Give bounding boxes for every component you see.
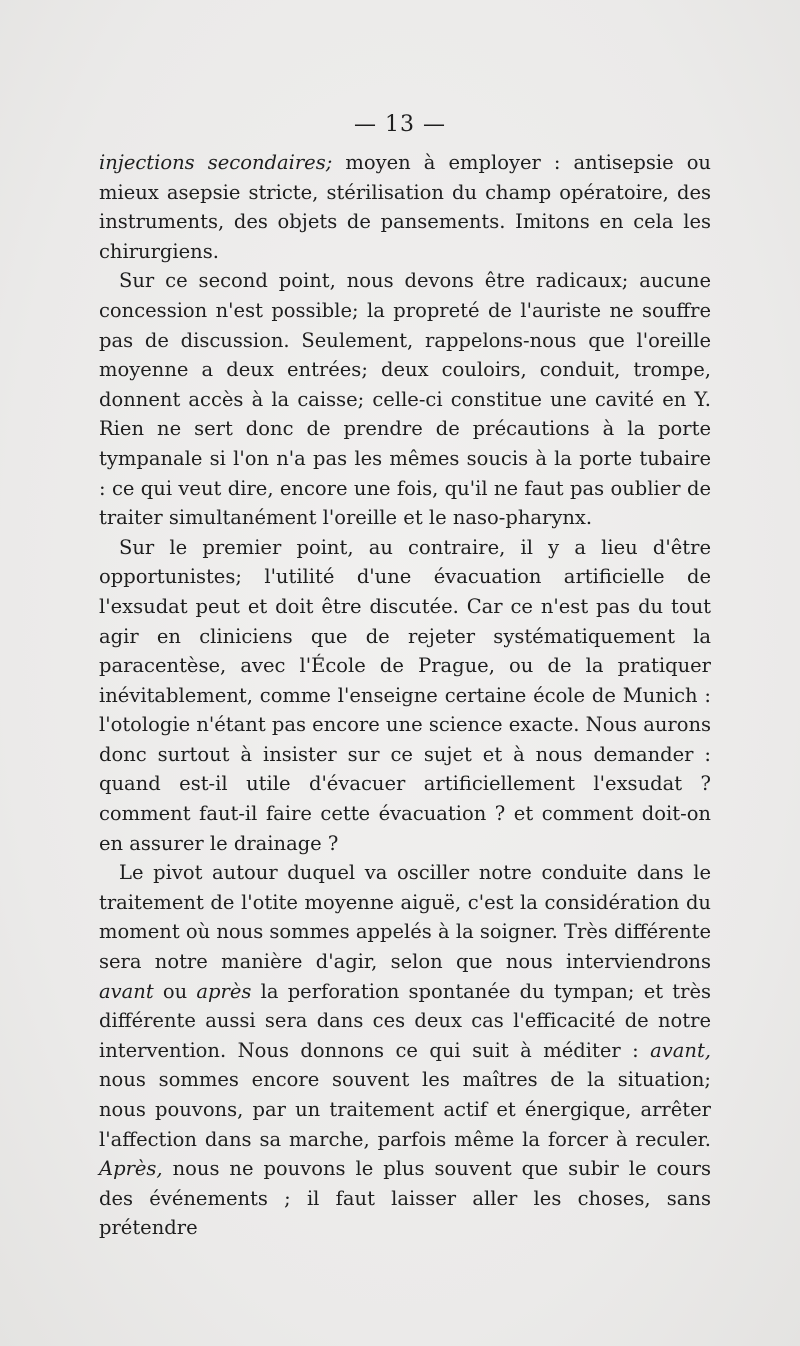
body-text [99,148,711,1243]
paragraph-4-segment-4: après [196,979,252,1003]
paragraph-4-segment-3: ou [153,979,197,1003]
paragraph-4 [99,858,711,1243]
paragraph-1-segment-1: injections secondaires; [99,151,333,174]
paragraph-4-segment-1: Le pivot autour duquel va osciller notre conduite dans le traitement de l'otite moyenne aiguë, c'est la considération du moment où nous sommes appelés à la soigner. Très différente sera notre manière d'agir, selon que nous interviendrons [99,861,712,974]
paragraph-4-segment-2: avant [99,979,154,1003]
paragraph-1-segment-2: moyen à employer : antisepsie ou mieux asepsie stricte, stérilisation du champ opératoire, des instruments, des objets de pansements. Imitons en cela les chirurgiens. [99,151,711,263]
paragraph-2 [99,266,711,532]
paragraph-2-segment-1: Sur ce second point, nous devons être radicaux; aucune concession n'est possible; la propreté de l'auriste ne souffre pas de discussion. Seulement, rappelons-nous que l'oreille moyenne a deux entrées; deux couloirs, conduit, trompe, donnent accès à la caisse; celle-ci constitue une cavité en Y. Rien ne sert donc de prendre de précautions à la porte tympanale si l'on n'a pas les mêmes soucis à la porte tubaire : ce qui veut dire, encore une fois, qu'il ne faut pas oublier de traiter simultanément l'oreille et le naso-pharynx. [99,269,711,530]
paragraph-3-segment-1: Sur le premier point, au contraire, il y a lieu d'être opportunistes; l'utilité d'une évacuation artificielle de l'exsudat peut et doit être discutée. Car ce n'est pas du tout agir en cliniciens que de rejeter systématiquement la paracentèse, avec l'École de Prague, ou de la pratiquer inévitablement, comme l'enseigne certaine école de Munich : l'otologie n'étant pas encore une science exacte. Nous aurons donc surtout à insister sur ce sujet et à nous demander : quand est-il utile d'évacuer artificiellement l'exsudat ? comment faut-il faire cette évacuation ? et comment doit-on en assurer le drainage ? [99,535,712,855]
page-number: — 13 — [354,112,446,137]
paragraph-4-segment-7: nous sommes encore souvent les maîtres de la situation; nous pouvons, par un traitement actif et énergique, arrêter l'affection dans sa marche, parfois même la forcer à reculer. [99,1068,711,1151]
paragraph-1 [99,148,711,266]
paragraph-4-segment-5: la perforation spontanée du tympan; et très différente aussi sera dans ces deux cas l'efficacité de notre intervention. Nous donnons ce qui suit à méditer : [99,979,711,1062]
paragraph-3 [99,533,711,859]
paragraph-4-segment-6: avant, [650,1038,711,1062]
paragraph-4-segment-9: nous ne pouvons le plus souvent que subir le cours des événements ; il faut laisser aller les choses, sans prétendre [99,1157,711,1240]
paragraph-4-segment-8: Après, [99,1157,163,1181]
